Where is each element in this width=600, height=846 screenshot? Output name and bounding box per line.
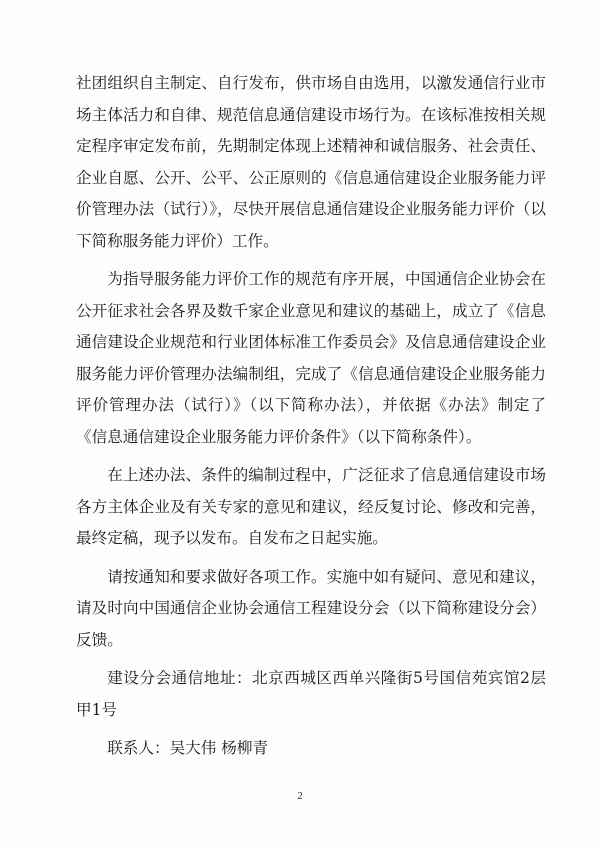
paragraph-evaluation-guidance: 为指导服务能力评价工作的规范有序开展，中国通信企业协会在公开征求社会各界及数千家企业意见和建议的基础上，成立了《信息通信建设企业规范和行业团体标准工作委员会》及信息通信建设企业服务能力评价管理办法编制组，完成了《信息通信建设企业服务能力评价管理办法（试行）》（以下简称办法），并依据《办法》制定了《信息通信建设企业服务能力评价条件》（以下简称条件）。: [76, 270, 546, 446]
paragraph-continuation: 社团组织自主制定、自行发布，供市场自由选用，以激发通信行业市场主体活力和自律、规范信息通信建设市场行为。在该标准按相关规定程序审定发布前，先期制定体现上述精神和诚信服务、社会责任、企业自愿、公开、公平、公正原则的《信息通信建设企业服务能力评价管理办法（试行）》，尽快开展信息通信建设企业服务能力评价（以下简称服务能力评价）工作。: [76, 74, 546, 250]
document-body: [76, 68, 546, 772]
paragraph-contacts: 联系人：吴大伟 杨柳青: [107, 739, 269, 757]
page-number: 2: [297, 790, 303, 802]
paragraph-drafting-process: 在上述办法、条件的编制过程中，广泛征求了信息通信建设市场各方主体企业及有关专家的意见和建议，经反复讨论、修改和完善，最终定稿，现予以发布。自发布之日起实施。: [76, 466, 546, 547]
paragraph-mailing-address: 建设分会通信地址：北京西城区西单兴隆街5号国信苑宾馆2层甲1号: [76, 669, 546, 719]
paragraph-feedback-request: 请按通知和要求做好各项工作。实施中如有疑问、意见和建议，请及时向中国通信企业协会通信工程建设分会（以下简称建设分会）反馈。: [76, 567, 546, 649]
